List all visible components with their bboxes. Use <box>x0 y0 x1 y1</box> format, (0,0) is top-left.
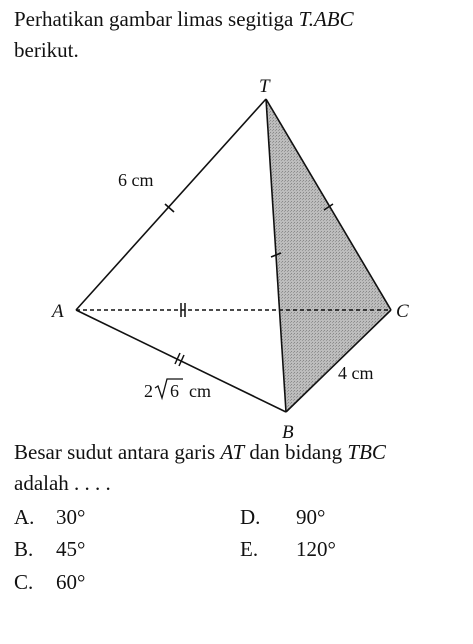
option-b[interactable] <box>14 535 85 563</box>
question-line: AT <box>220 440 245 464</box>
option-c-value: 60° <box>56 570 86 594</box>
option-c[interactable] <box>14 568 85 596</box>
length-ab-unit: cm <box>189 381 211 401</box>
question-part3: adalah . . . . <box>14 471 111 495</box>
vertex-b-label: B <box>282 422 294 443</box>
option-c-letter: C. <box>14 570 34 594</box>
question-part2: dan bidang <box>244 440 348 464</box>
question-text <box>14 437 462 499</box>
vertex-t-label: T <box>259 76 270 97</box>
option-a-letter: A. <box>14 505 35 529</box>
edge-at <box>76 99 266 310</box>
option-b-value: 45° <box>56 537 86 561</box>
intro-prefix: Perhatikan gambar limas segitiga <box>14 7 299 31</box>
option-a-value: 30° <box>56 505 86 529</box>
option-e-value: 120° <box>296 537 336 561</box>
vertex-c-label: C <box>396 301 409 322</box>
length-ab-coef: 2 <box>144 381 153 401</box>
length-ab-radicand: 6 <box>170 381 179 401</box>
option-d-letter: D. <box>240 505 261 529</box>
length-bc-label: 4 cm <box>338 363 374 383</box>
option-e-letter: E. <box>240 537 259 561</box>
length-ab-label <box>144 379 211 401</box>
solid-name: T.ABC <box>298 7 354 31</box>
length-at-label: 6 cm <box>118 170 154 190</box>
vertex-a-label: A <box>52 301 64 322</box>
intro-suffix: berikut. <box>14 38 79 62</box>
option-b-letter: B. <box>14 537 34 561</box>
option-e[interactable] <box>240 535 336 563</box>
option-d[interactable] <box>240 503 325 531</box>
option-a[interactable] <box>14 503 85 531</box>
question-part1: Besar sudut antara garis <box>14 440 221 464</box>
option-d-value: 90° <box>296 505 326 529</box>
question-plane: TBC <box>347 440 386 464</box>
